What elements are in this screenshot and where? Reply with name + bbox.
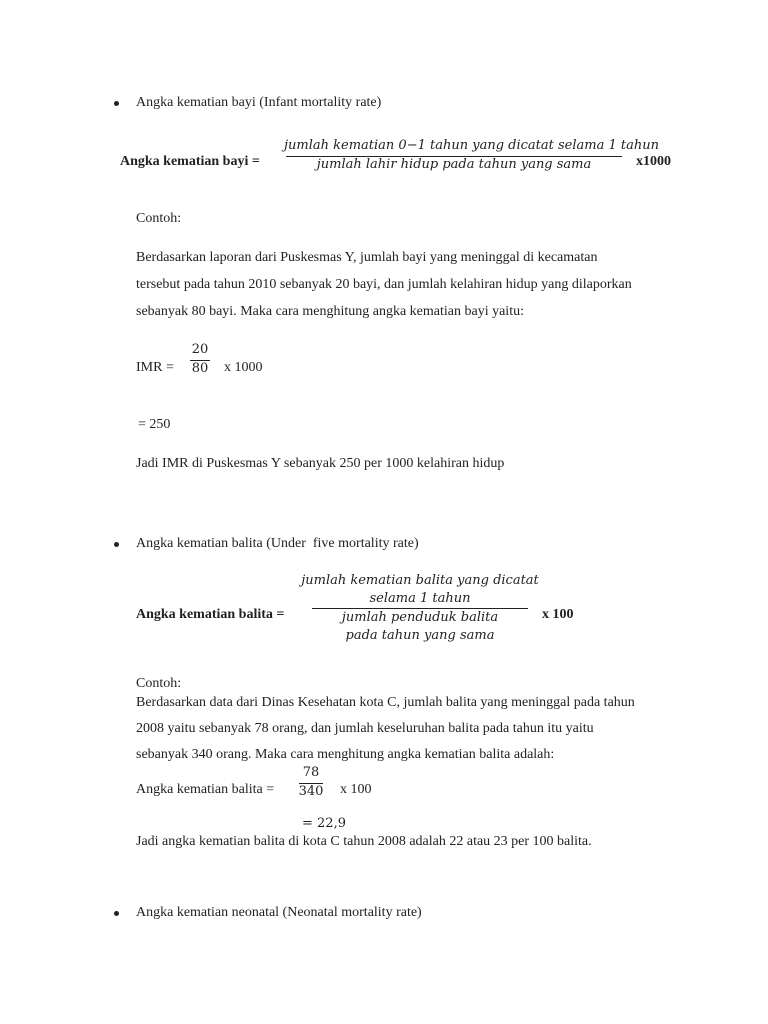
example-line: Berdasarkan laporan dari Puskesmas Y, jumlah bayi yang meninggal di kecamatan — [136, 250, 598, 265]
calc-result: = 250 — [138, 417, 171, 432]
formula-denominator-line: pada tahun yang sama — [345, 628, 495, 643]
example-line: 2008 yaitu sebanyak 78 orang, dan jumlah keseluruhan balita pada tahun itu yaitu — [136, 721, 594, 736]
calc-label-imr: IMR = — [136, 360, 174, 375]
formula-multiplier-under-five: x 100 — [542, 607, 574, 622]
calc-multiplier: x 1000 — [224, 360, 263, 375]
bullet-icon — [114, 911, 119, 916]
formula-label-under-five: Angka kematian balita = — [136, 607, 285, 622]
example-label: Contoh: — [136, 676, 182, 691]
conclusion-text: Jadi IMR di Puskesmas Y sebanyak 250 per 1000 kelahiran hidup — [136, 456, 505, 471]
bullet-icon — [114, 542, 119, 547]
formula-denominator-line: jumlah penduduk balita — [341, 610, 499, 625]
example-label: Contoh: — [136, 211, 182, 226]
calc-numerator: 20 — [191, 342, 209, 357]
calc-result: = 22,9 — [302, 816, 346, 831]
fraction-bar — [312, 608, 528, 609]
formula-numerator-line: selama 1 tahun — [369, 591, 471, 606]
formula-label-imr: Angka kematian bayi = — [120, 154, 260, 169]
example-line: Berdasarkan data dari Dinas Kesehatan kota C, jumlah balita yang meninggal pada tahun — [136, 695, 635, 710]
formula-denominator-imr: jumlah lahir hidup pada tahun yang sama — [316, 157, 592, 172]
calc-label-under-five: Angka kematian balita = — [136, 782, 275, 797]
bullet-icon — [114, 101, 119, 106]
calc-multiplier: x 100 — [340, 782, 372, 797]
example-line: tersebut pada tahun 2010 sebanyak 20 bayi, dan jumlah kelahiran hidup yang dilaporkan — [136, 277, 632, 292]
section-heading-under-five: Angka kematian balita (Under five mortality rate) — [136, 536, 419, 551]
conclusion-text: Jadi angka kematian balita di kota C tahun 2008 adalah 22 atau 23 per 100 balita. — [136, 834, 592, 849]
section-heading-neonatal: Angka kematian neonatal (Neonatal mortality rate) — [136, 905, 422, 920]
formula-numerator-line: jumlah kematian balita yang dicatat — [301, 573, 539, 588]
section-heading-imr: Angka kematian bayi (Infant mortality rate) — [136, 95, 382, 110]
calc-denominator: 80 — [191, 361, 209, 376]
calc-numerator: 78 — [302, 765, 320, 780]
example-line: sebanyak 80 bayi. Maka cara menghitung angka kematian bayi yaitu: — [136, 304, 524, 319]
example-line: sebanyak 340 orang. Maka cara menghitung angka kematian balita adalah: — [136, 747, 555, 762]
formula-multiplier-imr: x1000 — [636, 154, 671, 169]
formula-numerator-imr: jumlah kematian 0−1 tahun yang dicatat selama 1 tahun — [284, 138, 659, 153]
calc-denominator: 340 — [298, 784, 324, 799]
